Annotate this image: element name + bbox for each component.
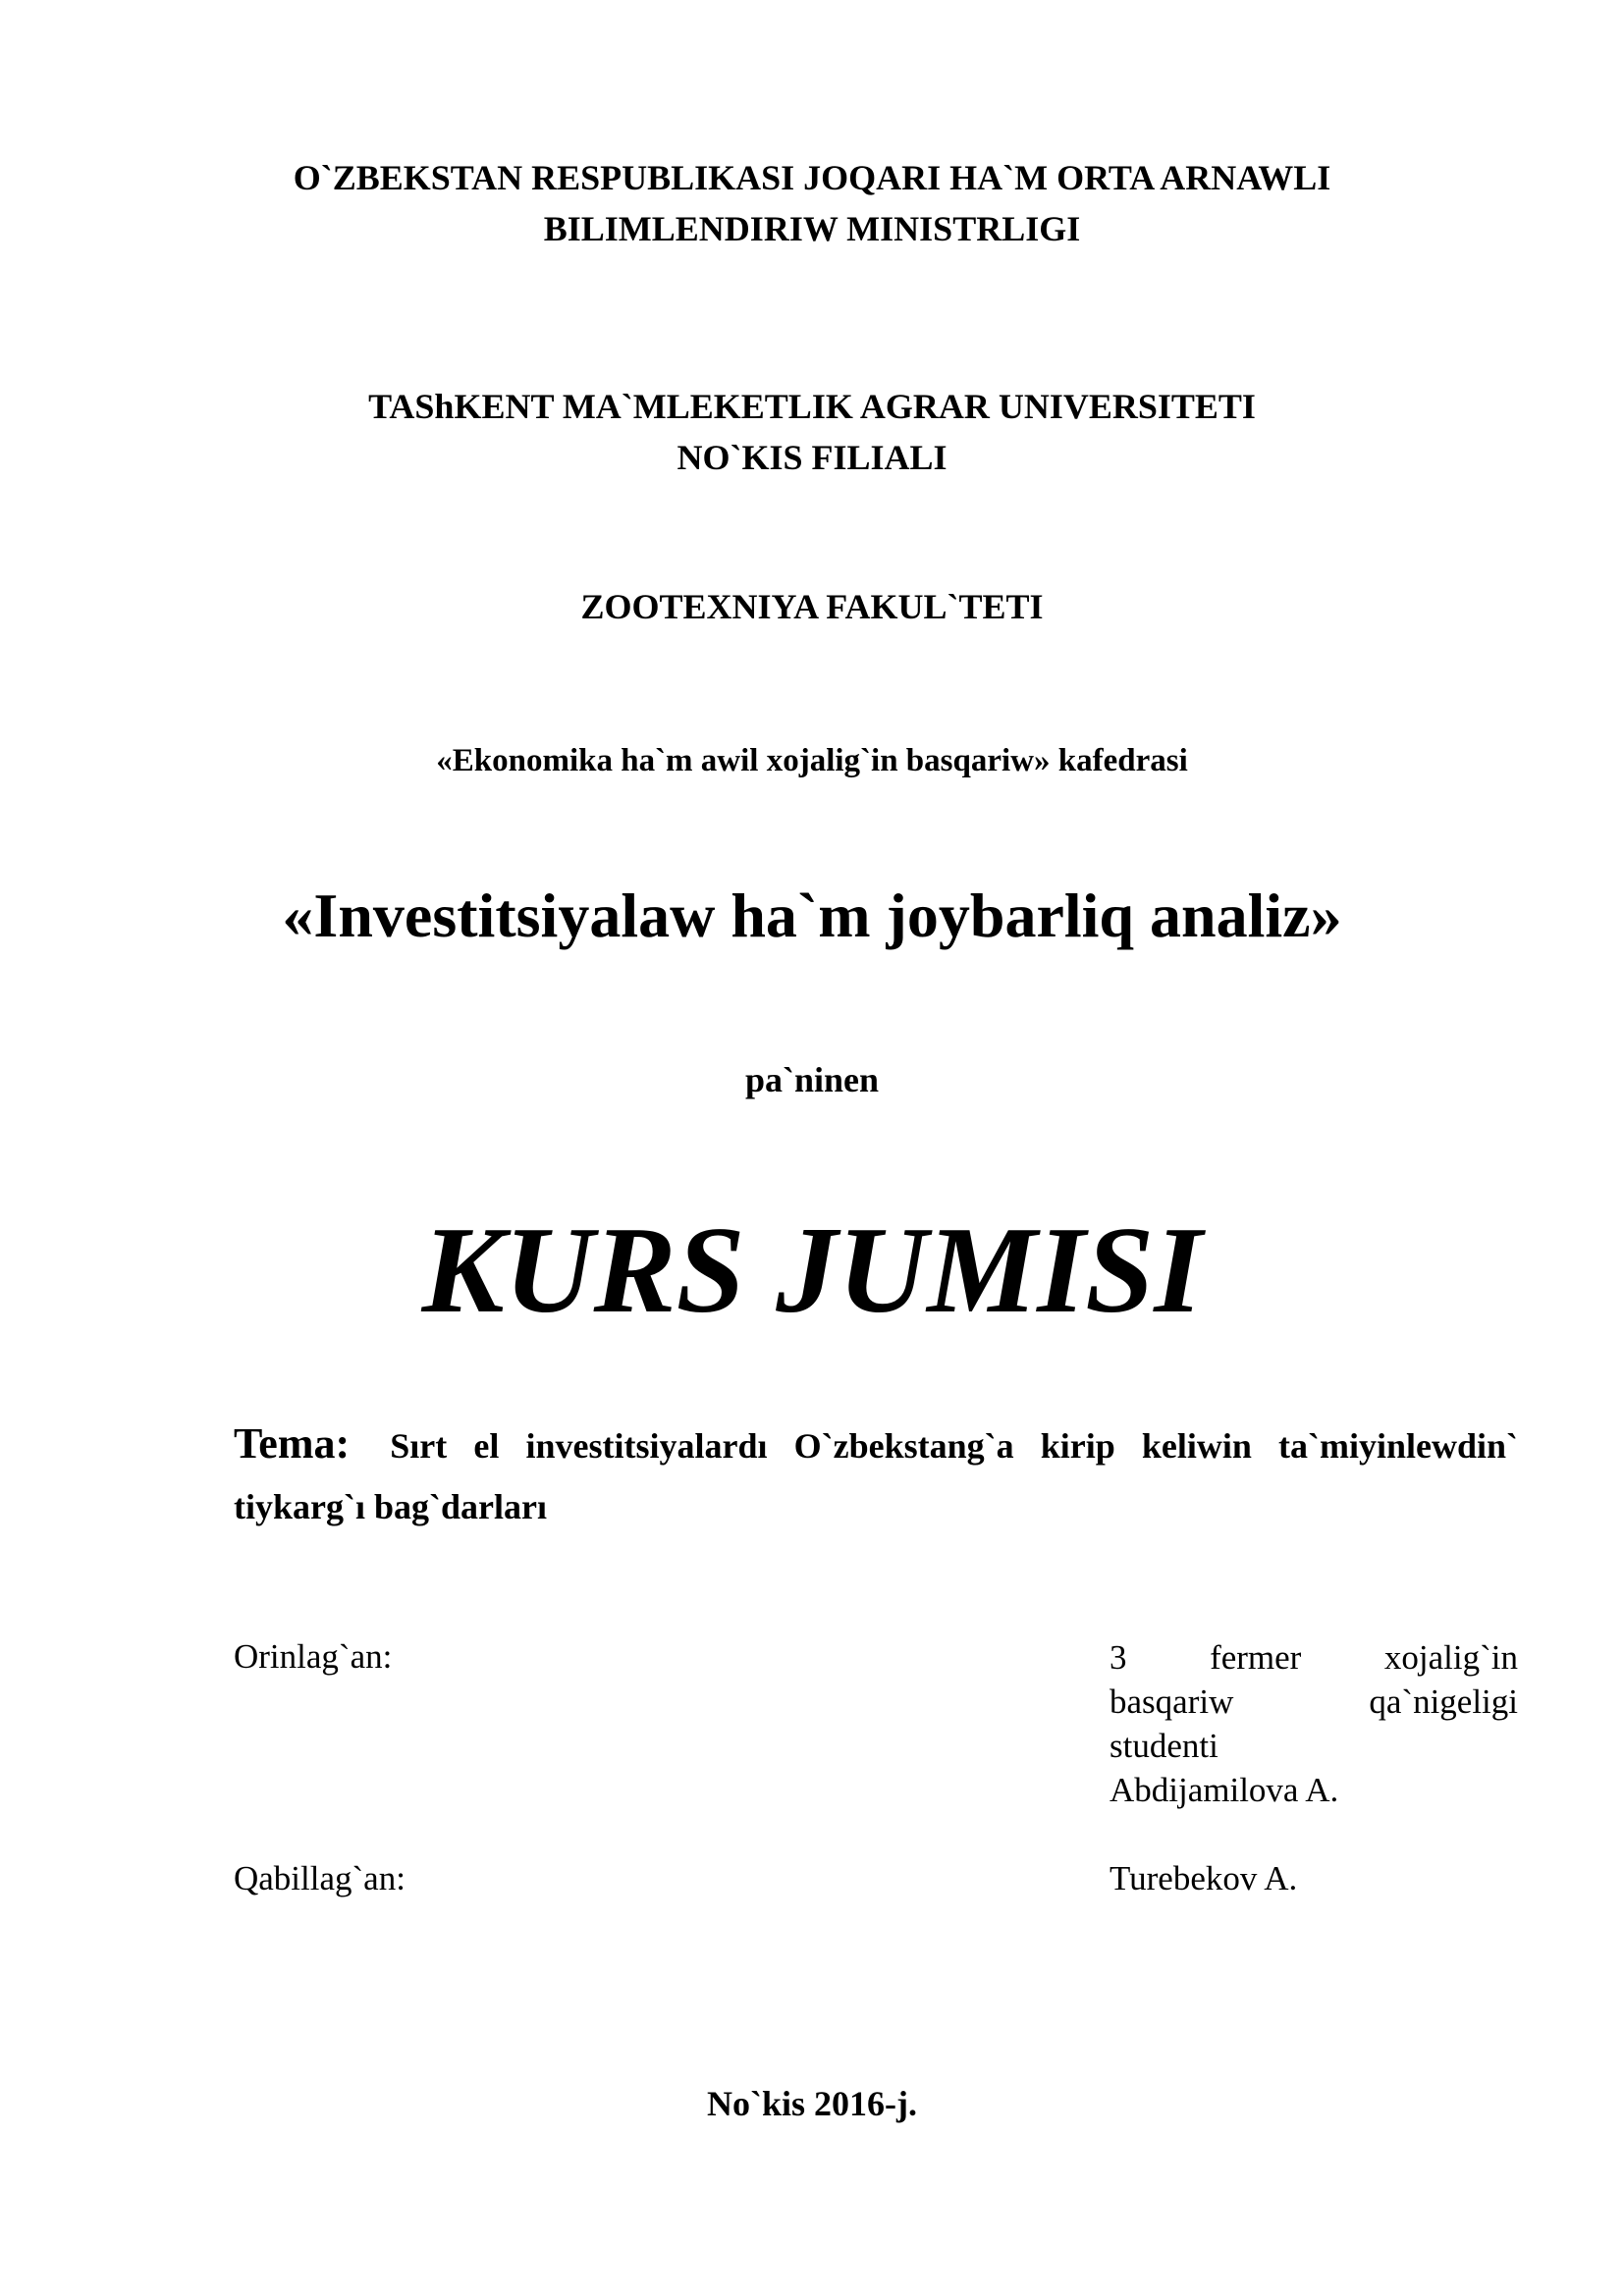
performer-details xyxy=(1110,1635,1518,1812)
ministry-line-2: BILIMLENDIRIW MINISTRLIGI xyxy=(543,209,1081,248)
department-heading: «Ekonomika ha`m awil xojalig`in basqariw» kafedrasi xyxy=(436,743,1188,778)
document-type-title: KURS JUMISI xyxy=(421,1202,1203,1339)
performer-line-2: basqariw qa`nigeligi xyxy=(1110,1682,1518,1721)
ministry-heading xyxy=(0,152,1624,254)
place-and-year: No`kis 2016-j. xyxy=(707,2084,917,2123)
performer-label: Orinlag`an: xyxy=(234,1637,393,1676)
topic-block xyxy=(234,1414,1518,1537)
reviewer-label: Qabillag`an: xyxy=(234,1859,406,1897)
performer-line-1: 3 fermer xojalig`in xyxy=(1110,1638,1518,1677)
university-line-1: TAShKENT MA`MLEKETLIK AGRAR UNIVERSITETI xyxy=(368,387,1256,426)
topic-label: Tema: xyxy=(234,1419,351,1468)
ministry-line-1: O`ZBEKSTAN RESPUBLIKASI JOQARI HA`M ORTA ARNAWLI xyxy=(293,158,1331,197)
university-line-2: NO`KIS FILIALI xyxy=(677,438,947,477)
topic-text: Sırt el investitsiyalardı O`zbekstang`a kirip keliwin ta`miyinlewdin` tiykarg`ı bag`darları xyxy=(234,1426,1519,1526)
performer-line-3: studenti xyxy=(1110,1727,1218,1765)
university-heading xyxy=(0,381,1624,483)
reviewer-name: Turebekov A. xyxy=(1110,1859,1298,1897)
subject-title: «Investitsiyalaw ha`m joybarliq analiz» xyxy=(282,881,1342,950)
subject-suffix: pa`ninen xyxy=(744,1060,880,1099)
faculty-heading: ZOOTEXNIYA FAKUL`TETI xyxy=(580,587,1044,626)
performer-name: Abdijamilova A. xyxy=(1110,1771,1339,1809)
